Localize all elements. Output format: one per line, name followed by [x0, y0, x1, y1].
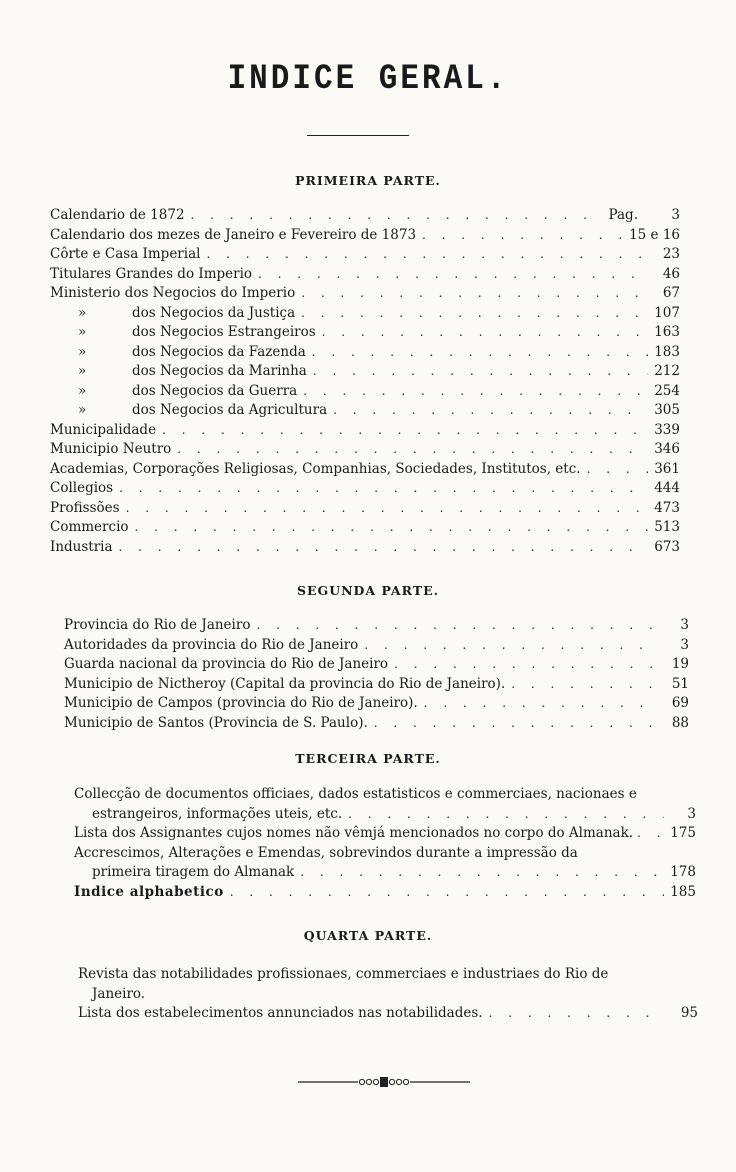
section-heading-quarta: QUARTA PARTE.: [303, 928, 433, 943]
title-rule: [307, 135, 409, 136]
section-heading-primeira: PRIMEIRA PARTE.: [295, 173, 441, 188]
toc-entry[interactable]: [74, 845, 696, 865]
toc-entry-label: Calendario dos mezes de Janeiro e Fevereiro de 1873: [50, 226, 417, 243]
dot-leader: [424, 696, 657, 710]
dot-leader: [300, 865, 664, 879]
ditto-mark: »: [78, 402, 87, 418]
section-heading-terceira: TERCEIRA PARTE.: [295, 751, 441, 766]
toc-terceira: [74, 786, 696, 903]
toc-entry[interactable]: [50, 266, 680, 286]
ditto-mark: »: [78, 343, 87, 360]
toc-entry-label: Autoridades da provincia do Rio de Janeiro: [64, 636, 359, 653]
ditto-mark: »: [78, 304, 87, 321]
toc-entry-label: Revista das notabilidades profissionaes, commerciaes e industriaes do Rio de: [78, 966, 609, 982]
toc-entry-label: [50, 383, 297, 399]
toc-entry-label: Ministerio dos Negocios do Imperio: [50, 285, 296, 301]
toc-entry-page: 19: [671, 656, 689, 672]
dot-leader: [333, 403, 648, 417]
toc-entry-page: 361: [654, 460, 680, 477]
toc-entry[interactable]: [50, 441, 680, 461]
toc-entry-page: 178: [670, 864, 696, 880]
toc-entry-continuation[interactable]: [74, 806, 696, 826]
toc-entry-page: 3: [687, 805, 696, 822]
toc-entry-label: Municipio de Santos (Provincia de S. Paulo).: [64, 714, 368, 731]
dot-leader: [348, 807, 664, 821]
toc-entry[interactable]: [50, 383, 680, 403]
toc-entry-label: [50, 324, 316, 340]
toc-entry[interactable]: [50, 422, 680, 442]
toc-entry[interactable]: [50, 402, 680, 422]
dot-leader: [637, 826, 666, 840]
toc-entry[interactable]: [64, 637, 689, 657]
toc-entry-label: Commercio: [50, 519, 129, 535]
toc-entry-label: Indice alphabetico: [74, 883, 224, 900]
dot-leader: [511, 677, 657, 691]
dot-leader: [177, 442, 648, 456]
ditto-mark: »: [78, 363, 87, 379]
toc-entry-label: Collecção de documentos officiaes, dados estatisticos e commerciaes, nacionaes e: [74, 786, 637, 802]
dot-leader: [587, 462, 648, 476]
ditto-mark: »: [78, 382, 87, 399]
toc-entry-continuation[interactable]: [74, 864, 696, 884]
toc-entry-label: Municipalidade: [50, 421, 157, 438]
toc-entry-label: [50, 305, 295, 321]
dot-leader: [322, 325, 648, 339]
dot-leader: [313, 364, 648, 378]
toc-entry-page: 346: [654, 441, 680, 457]
dot-leader: [394, 657, 657, 671]
toc-entry-label: Academias, Corporações Religiosas, Companhias, Sociedades, Institutos, etc.: [50, 460, 581, 477]
toc-entry-page: 444: [654, 480, 680, 496]
toc-entry-label: Accrescimos, Alterações e Emendas, sobrevindos durante a impressão da: [74, 844, 578, 861]
toc-entry[interactable]: [78, 966, 698, 986]
dot-leader: [422, 228, 623, 242]
toc-entry-label: Municipio de Nictheroy (Capital da provincia do Rio de Janeiro).: [64, 675, 506, 692]
toc-entry-page: 3: [680, 636, 689, 653]
toc-entry-page: 69: [671, 695, 689, 711]
toc-entry-label: Titulares Grandes do Imperio: [50, 265, 253, 282]
toc-entry-page: 513: [654, 519, 680, 535]
toc-entry-text: dos Negocios da Marinha: [132, 363, 307, 379]
dot-leader: [303, 384, 648, 398]
toc-entry[interactable]: [64, 715, 689, 735]
dot-leader: [119, 540, 648, 554]
toc-entry-label: Provincia do Rio de Janeiro: [64, 617, 251, 633]
toc-entry[interactable]: [64, 676, 689, 696]
toc-entry[interactable]: [50, 500, 680, 520]
toc-primeira: [50, 207, 680, 558]
toc-entry[interactable]: [50, 461, 680, 481]
toc-entry-page: 88: [671, 714, 689, 731]
toc-entry-label: Collegios: [50, 480, 114, 496]
dot-leader: [230, 885, 664, 899]
toc-entry[interactable]: [74, 825, 696, 845]
ditto-mark: »: [78, 324, 87, 340]
toc-entry[interactable]: [74, 884, 696, 904]
toc-entry-label: Profissões: [50, 499, 120, 516]
toc-entry-text: dos Negocios da Fazenda: [132, 343, 306, 360]
toc-entry-page: 673: [654, 538, 680, 555]
toc-entry-page: 67: [662, 285, 680, 301]
dot-leader: [364, 638, 657, 652]
dot-leader: [258, 267, 648, 281]
toc-entry-page: 23: [662, 246, 680, 262]
toc-entry-label: Janeiro.: [92, 985, 146, 1002]
dot-leader: [374, 716, 657, 730]
dot-leader: [119, 481, 648, 495]
page-title: INDICE GERAL.: [227, 59, 509, 100]
toc-entry-label: Industria: [50, 538, 113, 555]
toc-entry[interactable]: [50, 305, 680, 325]
toc-entry-page: 3: [671, 207, 680, 223]
dot-leader: [256, 618, 657, 632]
dot-leader: [301, 306, 648, 320]
toc-entry[interactable]: [78, 1005, 698, 1025]
toc-entry-label: Guarda nacional da provincia do Rio de Janeiro: [64, 656, 389, 672]
toc-entry[interactable]: [50, 324, 680, 344]
toc-entry[interactable]: [74, 786, 696, 806]
toc-entry-label: Lista dos Assignantes cujos nomes não vêmjá mencionados no corpo do Almanak.: [74, 825, 634, 841]
toc-quarta: [78, 966, 698, 1025]
toc-entry[interactable]: [50, 344, 680, 364]
dot-leader: [135, 520, 648, 534]
toc-entry-page: 46: [662, 265, 680, 282]
toc-entry-label: primeira tiragem do Almanak: [92, 864, 295, 880]
toc-entry-page: 254: [654, 382, 680, 399]
toc-entry[interactable]: [50, 539, 680, 559]
toc-segunda: [64, 617, 689, 734]
toc-entry-page: 305: [654, 402, 680, 418]
toc-entry[interactable]: [50, 285, 680, 305]
toc-entry-page: 163: [654, 324, 680, 340]
toc-entry-page: 473: [654, 499, 680, 516]
toc-entry-label: Municipio Neutro: [50, 441, 172, 457]
dot-leader: [191, 208, 603, 222]
page-column-header: Pag.: [608, 207, 638, 223]
toc-entry-text: dos Negocios da Agricultura: [132, 402, 328, 418]
toc-entry[interactable]: [50, 519, 680, 539]
toc-entry[interactable]: [64, 617, 689, 637]
toc-entry-page: 339: [654, 421, 680, 438]
dot-leader: [312, 345, 648, 359]
toc-entry-page: 183: [654, 343, 680, 360]
toc-entry-page: 3: [680, 617, 689, 633]
toc-entry[interactable]: [50, 363, 680, 383]
toc-entry[interactable]: [64, 695, 689, 715]
dot-leader: [301, 286, 648, 300]
toc-entry-label: Côrte e Casa Imperial: [50, 246, 201, 262]
toc-entry-page: 95: [680, 1005, 698, 1021]
toc-entry-page: 15 e 16: [629, 226, 680, 243]
toc-entry-page: 175: [670, 825, 696, 841]
toc-entry-continuation[interactable]: [78, 986, 698, 1006]
toc-entry[interactable]: [50, 246, 680, 266]
toc-entry-page: 212: [654, 363, 680, 379]
toc-entry-label: [50, 363, 307, 379]
toc-entry-label: Calendario de 1872: [50, 207, 185, 223]
toc-entry-text: dos Negocios da Justiça: [132, 304, 296, 321]
toc-entry-page: 185: [670, 883, 696, 900]
toc-entry[interactable]: [64, 656, 689, 676]
toc-entry-label: [50, 344, 306, 360]
toc-entry-label: estrangeiros, informações uteis, etc.: [92, 805, 343, 822]
toc-entry-page: 107: [654, 304, 680, 321]
toc-entry-page: 51: [671, 675, 689, 692]
ornament-divider: [298, 1076, 470, 1088]
dot-leader: [489, 1006, 666, 1020]
toc-entry-label: Lista dos estabelecimentos annunciados nas notabilidades.: [78, 1005, 483, 1021]
dot-leader: [126, 501, 648, 515]
section-heading-segunda: SEGUNDA PARTE.: [297, 583, 439, 598]
toc-entry[interactable]: [50, 207, 680, 227]
toc-entry-label: Municipio de Campos (provincia do Rio de Janeiro).: [64, 695, 418, 711]
toc-entry-text: dos Negocios da Guerra: [132, 382, 298, 399]
toc-entry-label: [50, 402, 327, 418]
toc-entry-text: dos Negocios Estrangeiros: [132, 324, 316, 340]
dot-leader: [162, 423, 648, 437]
toc-entry[interactable]: [50, 227, 680, 247]
dot-leader: [206, 247, 648, 261]
toc-entry[interactable]: [50, 480, 680, 500]
